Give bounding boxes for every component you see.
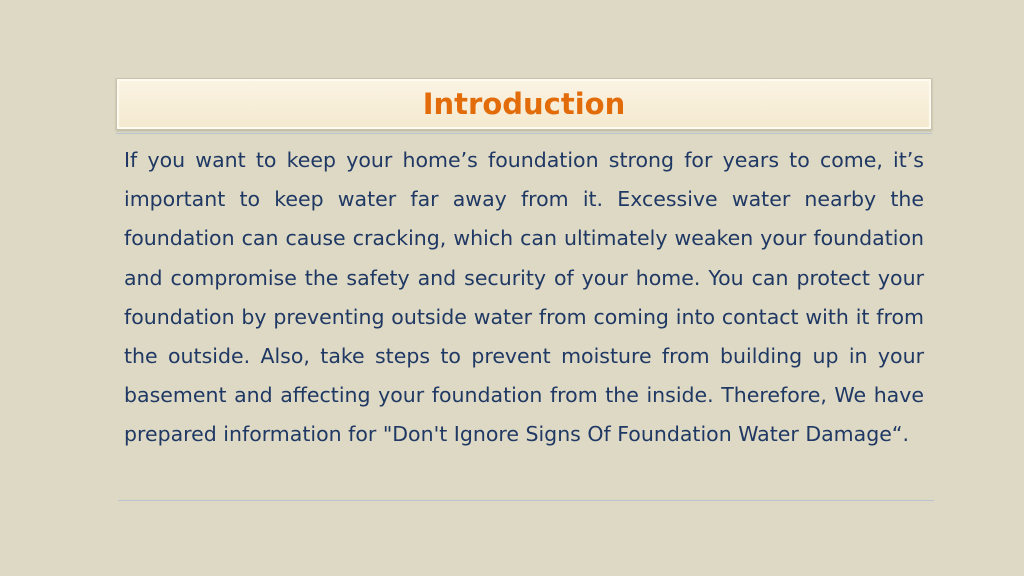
bottom-divider xyxy=(118,500,934,501)
slide-title: Introduction xyxy=(422,87,626,121)
body-paragraph: If you want to keep your home’s foundation strong for years to come, it’s important to keep water far away from it. Excessive water nearby the foundation can cause cracking, which can ultimately weaken your foundation and compromise the safety and security of your home. You can protect your foundation by preventing outside water from coming into contact with it from the outside. Also, take steps to prevent moisture from building up in your basement and affecting your foundation from the inside. Therefore, We have prepared information for "Don't Ignore Signs Of Foundation Water Damage“. xyxy=(124,148,924,447)
title-box xyxy=(116,78,932,130)
